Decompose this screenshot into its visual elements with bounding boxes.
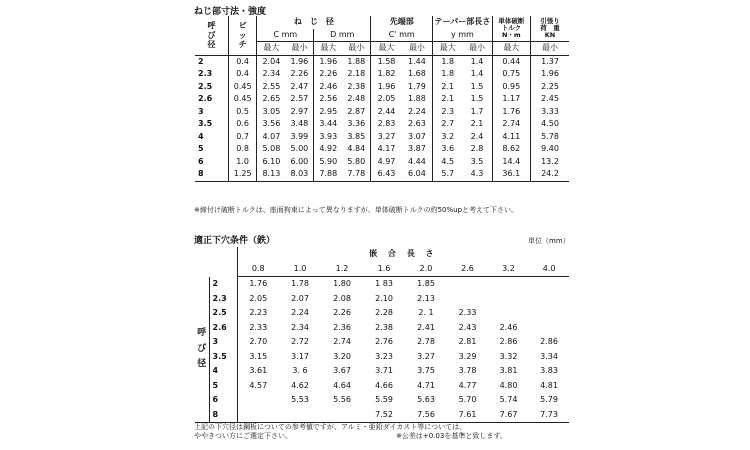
pilot-hole-value-cell: 2.46: [499, 322, 518, 332]
cp-min-cell: 2.63: [402, 118, 433, 131]
pilot-hole-value-cell: 7.67: [488, 408, 529, 423]
cp-min-cell: 6.04: [402, 168, 433, 181]
cp-min-cell: 2.24: [402, 106, 433, 119]
c-min-cell: 2.26: [285, 68, 313, 81]
fit-length-column-header: 0.8: [237, 262, 279, 277]
fit-length-column-header: 3.2: [488, 262, 529, 277]
y-min-cell: 1.5: [462, 81, 492, 94]
d-max-cell: 7.88: [314, 168, 342, 181]
tensile-cell: 2.45: [541, 94, 559, 104]
pitch-cell: 0.7: [228, 131, 256, 144]
pitch-cell: 1.25: [228, 168, 256, 181]
nominal-size-cell: 2.3: [195, 68, 228, 81]
pilot-hole-value-cell: [279, 408, 321, 423]
d-max-cell: 2.26: [319, 69, 338, 79]
cp-min-cell: 1.68: [402, 68, 433, 81]
pilot-hole-value-cell: 5.63: [417, 395, 435, 405]
nominal-size-cell: 4: [209, 364, 237, 379]
nominal-size-cell: 3.5: [209, 350, 237, 365]
y-max-cell: 1.8: [441, 56, 455, 66]
pilot-hole-value-cell: 2.38: [375, 322, 393, 332]
pilot-hole-value-cell: 2.33: [458, 308, 477, 318]
pilot-hole-value-cell: 2.74: [333, 337, 351, 347]
min-header: 最小: [285, 42, 313, 56]
c-max-cell: 8.13: [257, 168, 285, 181]
cp-max-cell: 2.44: [377, 106, 396, 116]
torque-cell: 36.1: [492, 168, 530, 181]
nominal-size-cell: 5: [209, 379, 237, 394]
y-min-cell: 1.5: [462, 93, 492, 106]
fit-length-column-header: 2.6: [447, 262, 488, 277]
pilot-hole-value-cell: 1.80: [333, 279, 351, 289]
pilot-hole-value-cell: 5.79: [540, 395, 558, 405]
y-min-cell: 2.8: [462, 143, 492, 156]
table-row: [195, 93, 569, 106]
pilot-hole-value-cell: [447, 292, 488, 307]
pilot-hole-value-cell: 3. 6: [292, 366, 308, 376]
pilot-hole-value-cell: 4.77: [458, 380, 477, 390]
pilot-hole-value-cell: 3.29: [458, 351, 477, 361]
d-min-cell: 4.84: [342, 143, 370, 156]
c-min-cell: 3.99: [285, 131, 313, 144]
d-max-cell: 3.93: [319, 131, 338, 141]
breaking-torque-header-text: 単体破断 トルク N・m: [498, 16, 525, 40]
pilot-hole-value-cell: 3.61: [249, 366, 268, 376]
max-header: 最大: [433, 42, 463, 56]
table-row: [195, 321, 569, 336]
d-min-cell: 2.87: [342, 106, 370, 119]
pilot-hole-value-cell: 2.23: [249, 308, 268, 318]
c-max-cell: 5.08: [262, 144, 281, 154]
table-row: [195, 131, 569, 144]
pilot-hole-value-cell: [529, 306, 569, 321]
y-max-cell: 1.8: [441, 69, 455, 79]
tensile-cell: 4.50: [541, 119, 559, 129]
y-min-cell: 2.4: [462, 131, 492, 144]
tip-header: 先端部: [371, 16, 433, 29]
y-mm-header: y mm: [433, 29, 492, 42]
y-max-cell: 4.5: [441, 156, 455, 166]
nominal-size-cell: 8: [195, 168, 228, 181]
pilot-hole-value-cell: 2.86: [540, 337, 558, 347]
pilot-hole-value-cell: 2.26: [333, 308, 351, 318]
pilot-hole-value-cell: [529, 292, 569, 307]
pilot-hole-value-cell: [488, 292, 529, 307]
pilot-hole-value-cell: 3.83: [540, 366, 558, 376]
cp-max-cell: 4.97: [377, 156, 396, 166]
cp-min-cell: 4.44: [402, 156, 433, 169]
tensile-load-header-text: 引張り 荷 重 KN: [540, 16, 560, 40]
pilot-hole-value-cell: 5.53: [291, 395, 309, 405]
max-header: 最大: [314, 42, 342, 56]
tensile-cell: 9.40: [541, 144, 559, 154]
tensile-cell: 1.37: [541, 56, 559, 66]
unit-label: 単位（mm）: [528, 237, 570, 245]
c-min-cell: 6.00: [285, 156, 313, 169]
pilot-hole-value-cell: 2.05: [249, 293, 268, 303]
table-row: [195, 55, 569, 68]
pitch-cell: 0.8: [228, 143, 256, 156]
pilot-hole-value-cell: 2.81: [458, 337, 477, 347]
torque-cell: 1.76: [492, 106, 530, 119]
pilot-hole-value-cell: 2.86: [499, 337, 518, 347]
pilot-hole-value-cell: [529, 277, 569, 292]
pilot-hole-value-cell: 2.10: [375, 293, 393, 303]
pilot-hole-value-cell: 4.66: [375, 380, 393, 390]
pilot-hole-value-cell: 2.70: [249, 337, 268, 347]
taper-length-header: テーパー部長さ: [433, 16, 492, 29]
nominal-size-cell: 2.3: [209, 292, 237, 307]
nominal-diameter-label: [195, 277, 209, 423]
table-row: [195, 156, 569, 169]
c-min-cell: 5.00: [285, 143, 313, 156]
pitch-cell: 0.4: [228, 55, 256, 68]
table-row: [195, 143, 569, 156]
torque-cell: 4.11: [492, 131, 530, 144]
nominal-size-cell: 2.5: [209, 306, 237, 321]
tensile-cell: 2.25: [541, 81, 559, 91]
tensile-cell: 3.33: [541, 106, 559, 116]
torque-cell: 14.4: [492, 156, 530, 169]
d-min-cell: 1.88: [342, 55, 370, 68]
min-header: 最小: [462, 42, 492, 56]
torque-note: ※締付け破断トルクは、座面拘束によって異なりますが、単体破断トルクの約50%upと考えて下さい。: [194, 206, 519, 214]
min-header: 最小: [402, 42, 433, 56]
pilot-hole-value-cell: 3.71: [375, 366, 393, 376]
d-max-cell: 5.90: [319, 156, 338, 166]
cp-min-cell: 3.07: [402, 131, 433, 144]
pilot-hole-value-cell: 2.13: [417, 293, 435, 303]
pilot-hole-value-cell: 5.59: [375, 395, 393, 405]
d-max-cell: 2.95: [319, 106, 338, 116]
pilot-hole-value-cell: 4.71: [417, 380, 435, 390]
torque-cell: 0.44: [492, 55, 530, 68]
pilot-hole-value-cell: 2.72: [291, 337, 309, 347]
pilot-hole-value-cell: [529, 321, 569, 336]
table-row: [195, 292, 569, 307]
pilot-hole-value-cell: 7.61: [447, 408, 488, 423]
nominal-diameter-label-text: 呼 び 径: [197, 328, 207, 369]
table-row: [195, 393, 569, 408]
table-row: [195, 68, 569, 81]
pitch-header-text: ピ ッ チ: [238, 21, 247, 49]
y-min-cell: 3.5: [462, 156, 492, 169]
d-min-cell: 7.78: [342, 168, 370, 181]
tensile-cell: 5.78: [541, 131, 559, 141]
y-min-cell: 1.7: [462, 106, 492, 119]
c-min-cell: 8.03: [285, 168, 313, 181]
nominal-size-cell: 6: [195, 156, 228, 169]
torque-cell: 8.62: [492, 143, 530, 156]
nominal-size-cell: 5: [195, 143, 228, 156]
cp-max-cell: 2.83: [377, 119, 396, 129]
pilot-hole-value-cell: 1 83: [375, 279, 393, 289]
nominal-diameter-header-text: 呼 び 径: [207, 21, 216, 49]
c-min-cell: 2.57: [285, 93, 313, 106]
min-header: 最小: [342, 42, 370, 56]
pilot-hole-value-cell: [488, 277, 529, 292]
y-max-cell: 5.7: [433, 168, 463, 181]
nominal-size-cell: 3: [195, 106, 228, 119]
nominal-size-cell: 2.5: [195, 81, 228, 94]
pilot-hole-value-cell: 5.74: [499, 395, 518, 405]
pilot-hole-value-cell: [237, 408, 279, 423]
c-min-cell: 2.97: [285, 106, 313, 119]
table-row: [195, 350, 569, 365]
pilot-hole-value-cell: 3.78: [458, 366, 477, 376]
nominal-size-cell: 3: [209, 335, 237, 350]
cp-max-cell: 6.43: [371, 168, 402, 181]
y-min-cell: 2.1: [462, 118, 492, 131]
table-row: [195, 364, 569, 379]
fit-length-column-header: 4.0: [529, 262, 569, 277]
pitch-cell: 0.4: [228, 68, 256, 81]
thread-diameter-header: ね じ 径: [257, 16, 371, 29]
c-max-cell: 2.55: [262, 81, 281, 91]
table-row: [195, 277, 569, 292]
table-row: [195, 379, 569, 394]
d-mm-header: D mm: [314, 29, 371, 42]
fit-length-column-header: 2.0: [405, 262, 447, 277]
pilot-hole-value-cell: 2.34: [291, 322, 309, 332]
pitch-header: [228, 16, 256, 55]
d-max-cell: 1.96: [319, 56, 338, 66]
pilot-hole-value-cell: 2.24: [291, 308, 309, 318]
fit-length-header: 嵌 合 長 さ: [369, 249, 438, 259]
d-min-cell: 2.38: [342, 81, 370, 94]
pilot-hole-value-cell: 3.81: [499, 366, 518, 376]
pilot-hole-value-cell: 2. 1: [418, 308, 434, 318]
d-max-cell: 2.56: [319, 94, 338, 104]
pilot-hole-value-cell: [488, 306, 529, 321]
y-min-cell: 1.4: [462, 55, 492, 68]
y-max-cell: 3.6: [441, 144, 455, 154]
fit-length-column-header: 1.6: [363, 262, 405, 277]
table-row: [195, 168, 569, 181]
pitch-cell: 0.45: [228, 93, 256, 106]
pilot-hole-value-cell: 1.78: [291, 279, 309, 289]
nominal-size-cell: 2: [209, 277, 237, 292]
d-min-cell: 2.18: [342, 68, 370, 81]
y-min-cell: 4.3: [462, 168, 492, 181]
pilot-hole-value-cell: [237, 393, 279, 408]
torque-cell: 0.75: [492, 68, 530, 81]
pilot-hole-value-cell: 3.20: [333, 351, 351, 361]
d-max-cell: 4.92: [319, 144, 338, 154]
corner-cell: [195, 247, 237, 277]
cp-max-cell: 1.82: [377, 69, 396, 79]
d-max-cell: 2.46: [319, 81, 338, 91]
pilot-hole-value-cell: 3.34: [540, 351, 558, 361]
pilot-hole-value-cell: 7.56: [405, 408, 447, 423]
cp-max-cell: 2.05: [377, 94, 396, 104]
d-min-cell: 3.85: [342, 131, 370, 144]
c-min-cell: 1.96: [285, 55, 313, 68]
pilot-hole-value-cell: 3.17: [291, 351, 309, 361]
tensile-cell: 24.2: [531, 168, 570, 181]
tensile-cell: 1.96: [541, 69, 559, 79]
pilot-hole-value-cell: 3.15: [249, 351, 268, 361]
cp-min-cell: 1.88: [402, 93, 433, 106]
pitch-cell: 1.0: [228, 156, 256, 169]
c-min-cell: 2.47: [285, 81, 313, 94]
y-max-cell: 2.1: [441, 81, 455, 91]
torque-cell: 2.74: [492, 118, 530, 131]
table-row: [195, 335, 569, 350]
pilot-hole-value-cell: 2.36: [333, 322, 351, 332]
pilot-hole-value-cell: 2.08: [333, 293, 351, 303]
cp-max-cell: 4.17: [377, 144, 396, 154]
pilot-hole-value-cell: [447, 277, 488, 292]
pitch-cell: 0.45: [228, 81, 256, 94]
section-title-thread-dimensions: ねじ部寸法・強度: [194, 7, 267, 17]
pilot-hole-value-cell: 4.80: [499, 380, 518, 390]
c-max-cell: 4.07: [262, 131, 281, 141]
nominal-size-cell: 6: [209, 393, 237, 408]
d-min-cell: 5.80: [342, 156, 370, 169]
d-max-cell: 3.44: [319, 119, 338, 129]
pitch-cell: 0.6: [228, 118, 256, 131]
nominal-size-cell: 8: [209, 408, 237, 423]
pilot-hole-value-cell: 2.43: [458, 322, 477, 332]
pilot-hole-value-cell: 2.78: [417, 337, 435, 347]
table-row: [195, 106, 569, 119]
c-max-cell: 3.56: [262, 119, 281, 129]
pilot-hole-value-cell: 3.75: [417, 366, 435, 376]
c-min-cell: 3.48: [285, 118, 313, 131]
nominal-size-cell: 2.6: [195, 93, 228, 106]
min-header: 最小: [531, 42, 570, 56]
torque-cell: 0.95: [492, 81, 530, 94]
nominal-size-cell: 3.5: [195, 118, 228, 131]
pilot-hole-value-cell: 5.70: [458, 395, 477, 405]
table-row: [195, 118, 569, 131]
nominal-diameter-header: [195, 16, 228, 55]
y-max-cell: 2.7: [441, 119, 455, 129]
c-max-cell: 2.34: [262, 69, 281, 79]
c-max-cell: 2.65: [262, 94, 281, 104]
y-max-cell: 2.1: [441, 94, 455, 104]
nominal-size-cell: 2.6: [209, 321, 237, 336]
c-mm-header: C mm: [257, 29, 314, 42]
cp-min-cell: 1.44: [402, 55, 433, 68]
c-prime-mm-header: C' mm: [371, 29, 433, 42]
nominal-size-cell: 2: [195, 55, 228, 68]
c-max-cell: 3.05: [262, 106, 281, 116]
pilot-hole-value-cell: 3.23: [375, 351, 393, 361]
tensile-load-header: [531, 16, 570, 42]
torque-cell: 1.17: [492, 93, 530, 106]
c-max-cell: 2.04: [262, 56, 281, 66]
breaking-torque-header: [492, 16, 530, 42]
fit-length-column-header: 1.0: [279, 262, 321, 277]
pilot-hole-note-line1: 上記の下穴径は鋼板についての参考値ですが、アルミ・亜鉛ダイカスト等については、: [194, 423, 467, 431]
pilot-hole-value-cell: [321, 408, 363, 423]
cp-max-cell: 3.27: [377, 131, 396, 141]
pilot-hole-value-cell: 2.41: [417, 322, 435, 332]
pilot-hole-value-cell: 4.81: [540, 380, 558, 390]
table-row: [195, 408, 569, 423]
pilot-hole-value-cell: 2.33: [249, 322, 268, 332]
cp-min-cell: 1.79: [402, 81, 433, 94]
pilot-hole-value-cell: 2.76: [375, 337, 393, 347]
d-min-cell: 3.36: [342, 118, 370, 131]
pilot-hole-value-cell: 1.76: [249, 279, 268, 289]
pilot-hole-value-cell: 4.57: [249, 380, 268, 390]
max-header: 最大: [257, 42, 285, 56]
table-row: [195, 306, 569, 321]
max-header: 最大: [371, 42, 402, 56]
nominal-size-cell: 4: [195, 131, 228, 144]
d-min-cell: 2.48: [342, 93, 370, 106]
pitch-cell: 0.5: [228, 106, 256, 119]
y-max-cell: 2.3: [441, 106, 455, 116]
pilot-hole-value-cell: 2.07: [291, 293, 309, 303]
y-min-cell: 1.4: [462, 68, 492, 81]
thread-dimensions-table: [195, 16, 569, 182]
pilot-hole-value-cell: 4.62: [291, 380, 309, 390]
pilot-hole-value-cell: 3.67: [333, 366, 351, 376]
tensile-cell: 13.2: [541, 156, 559, 166]
pilot-hole-value-cell: 2.28: [375, 308, 393, 318]
c-max-cell: 6.10: [262, 156, 281, 166]
pilot-hole-note-line2: ややきつい方にご選定下さい。: [194, 432, 292, 440]
pilot-hole-value-cell: 1.85: [417, 279, 435, 289]
pilot-hole-value-cell: 3.27: [417, 351, 435, 361]
y-max-cell: 3.2: [441, 131, 455, 141]
cp-max-cell: 1.58: [377, 56, 396, 66]
pilot-hole-value-cell: 4.64: [333, 380, 351, 390]
cp-min-cell: 3.87: [402, 143, 433, 156]
pilot-hole-value-cell: 7.52: [363, 408, 405, 423]
pilot-hole-value-cell: 3.32: [499, 351, 518, 361]
max-header: 最大: [492, 42, 530, 56]
cp-max-cell: 1.96: [377, 81, 396, 91]
fit-length-column-header: 1.2: [321, 262, 363, 277]
pilot-hole-value-cell: 7.73: [529, 408, 569, 423]
tolerance-note: ※公差は+0.03を基準と致します。: [396, 432, 507, 440]
pilot-hole-value-cell: 5.56: [333, 395, 351, 405]
pilot-hole-table: [195, 247, 569, 423]
section-title-pilot-hole: 適正下穴条件（鉄）: [194, 236, 276, 246]
table-row: [195, 81, 569, 94]
